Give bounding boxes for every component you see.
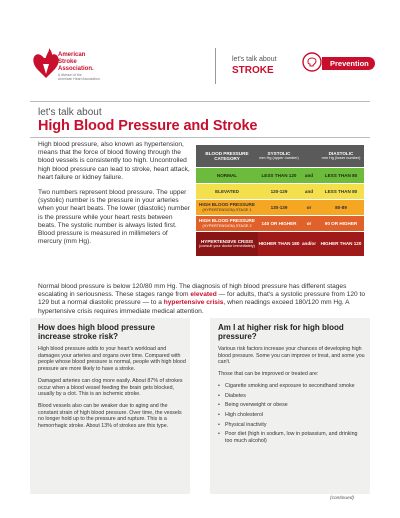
systolic-stage1: 130-139 — [258, 200, 300, 216]
normal-para-part3: , when readings exceed 180/120 mm Hg. A hypertensive crisis requires immediate medical attention. — [38, 299, 350, 315]
table-row-elevated — [196, 184, 364, 200]
stroke-risk-body — [38, 346, 186, 435]
page-title: High Blood Pressure and Stroke — [38, 118, 258, 134]
op-stage2: or — [300, 216, 318, 232]
header-diastolic — [318, 145, 364, 168]
list-item: • Cigarette smoking and exposure to secondhand smoke — [218, 383, 366, 390]
systolic-crisis: HIGHER THAN 180 — [258, 232, 300, 257]
category-crisis-label: HYPERTENSIVE CRISIS — [200, 238, 254, 244]
category-normal: NORMAL — [196, 168, 258, 184]
stroke-risk-paragraph-1: High blood pressure adds to your heart's workload and damages your arteries and organs over time. Compared with people whose blood pressure is normal, people with high blood pressure are more likely to have a stroke. — [38, 346, 186, 373]
header-systolic-sub: mm Hg (upper number) — [259, 156, 299, 160]
table-header-row — [196, 145, 364, 168]
stroke-risk-paragraph-2: Damaged arteries can clog more easily. About 87% of strokes occur when a blood vessel feeding the brain gets blocked, usually by a clot. This is an ischemic stroke. — [38, 377, 183, 398]
op-normal: and — [300, 168, 318, 184]
list-item: • Being overweight or obese — [218, 402, 366, 409]
title-rule — [30, 137, 370, 138]
diastolic-normal: LESS THAN 80 — [318, 168, 364, 184]
org-name-line-1: American — [58, 52, 86, 58]
intro-text — [38, 141, 190, 253]
table-row-stage2 — [196, 216, 364, 232]
bp-risk-card — [210, 318, 370, 494]
table-row-crisis — [196, 232, 364, 257]
category-stage2-label: HIGH BLOOD PRESSURE — [199, 218, 255, 224]
org-name-line-2: Stroke — [58, 59, 77, 65]
prevention-badge: Prevention — [322, 57, 375, 70]
risk-factor-list — [218, 383, 366, 445]
org-subtitle-line-1: A division of the — [58, 73, 82, 77]
op-crisis: and/or — [300, 232, 318, 257]
header-diastolic-sub: mm Hg (lower number) — [321, 156, 361, 160]
org-subtitle-line-2: American Heart Association. — [58, 77, 101, 81]
bp-risk-body — [218, 346, 366, 448]
org-name — [58, 52, 101, 81]
systolic-normal: LESS THAN 120 — [258, 168, 300, 184]
normal-para-elevated: elevated — [190, 291, 217, 299]
category-stage2 — [196, 216, 258, 232]
topic-stroke: STROKE — [232, 65, 274, 76]
normal-bp-paragraph — [38, 283, 368, 316]
lets-talk-small: let's talk about — [232, 56, 277, 63]
list-item: • High cholesterol — [218, 412, 366, 419]
header-category: BLOOD PRESSURE CATEGORY — [196, 145, 258, 168]
list-item: • Poor diet (high in sodium, low in potassium, and drinking too much alcohol) — [218, 431, 366, 444]
intro-paragraph-2: Two numbers represent blood pressure. The upper (systolic) number is the pressure in your arteries when your heart beats. The lower (diastolic) number is the pressure while your heart rests between beats. The systolic number is always listed first. Blood pressure is measured in millimeters of mercury (mm Hg). — [38, 189, 190, 246]
table-row-stage1 — [196, 200, 364, 216]
blood-pressure-table — [196, 145, 364, 257]
continued-label: (continued) — [330, 496, 354, 501]
systolic-stage2: 140 OR HIGHER — [258, 216, 300, 232]
list-item: • Diabetes — [218, 393, 366, 400]
category-elevated: ELEVATED — [196, 184, 258, 200]
header-divider — [215, 48, 216, 84]
bp-risk-paragraph-2: Those that can be improved or treated are: — [218, 371, 319, 378]
header-systolic — [258, 145, 300, 168]
normal-para-crisis: hypertensive crisis — [163, 299, 224, 307]
stroke-risk-paragraph-3: Blood vessels also can be weaker due to aging and the constant strain of high blood pressure. Over time, the vessels no longer hold up to the pressure and rupture. This is a hemorrhagic stroke. About 13% of strokes are this type. — [38, 402, 182, 430]
diastolic-elevated: LESS THAN 80 — [318, 184, 364, 200]
normal-para-part1: Normal blood pressure is below 120/80 mm Hg. The diagnosis of high blood pressure has different stages escalating in seriousness. These stages range from — [38, 283, 347, 299]
header-systolic-label: SYSTOLIC — [267, 150, 291, 156]
list-item: • Physical inactivity — [218, 422, 366, 429]
systolic-elevated: 120-129 — [258, 184, 300, 200]
diastolic-stage1: 80-89 — [318, 200, 364, 216]
stroke-risk-card — [30, 318, 190, 494]
category-stage1-sub: (HYPERTENSION) STAGE 1 — [202, 207, 252, 212]
bp-risk-paragraph-1: Various risk factors increase your chances of developing high blood pressure. Some you can improve or treat, and some you can't. — [218, 346, 365, 366]
intro-paragraph-1: High blood pressure, also known as hypertension, means that the force of blood flowing through the blood vessels is consistently too high. Uncontrolled high blood pressure can lead to stroke, heart attack, heart failure or kidney failure. — [38, 141, 190, 181]
category-stage1 — [196, 200, 258, 216]
op-elevated: and — [300, 184, 318, 200]
category-stage2-sub: (HYPERTENSION) STAGE 2 — [202, 223, 252, 228]
diastolic-stage2: 90 OR HIGHER — [318, 216, 364, 232]
diastolic-crisis: HIGHER THAN 120 — [318, 232, 364, 257]
table-row-normal — [196, 168, 364, 184]
brain-head-icon — [302, 52, 322, 72]
stroke-risk-heading: How does high blood pressure increase stroke risk? — [38, 323, 155, 341]
category-stage1-label: HIGH BLOOD PRESSURE — [199, 202, 255, 208]
bp-risk-heading: Am I at higher risk for high blood pressure? — [218, 323, 344, 341]
category-crisis-sub: (consult your doctor immediately) — [199, 244, 255, 248]
normal-para-part2: — for adults, that's a systolic pressure from 120 to 129 but a normal diastolic pressure — to a — [38, 291, 365, 307]
top-rule — [30, 101, 370, 102]
header-diastolic-label: DIASTOLIC — [328, 150, 354, 156]
org-name-line-3: Association. — [58, 66, 94, 72]
lets-talk-label: let's talk about — [38, 107, 102, 118]
header-op — [300, 145, 318, 168]
op-stage1: or — [300, 200, 318, 216]
category-crisis — [196, 232, 258, 257]
